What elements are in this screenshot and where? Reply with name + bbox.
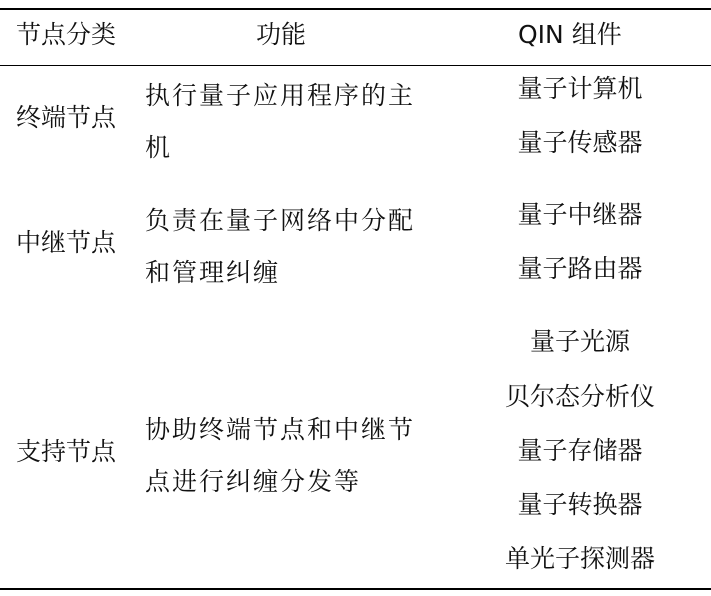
row-2-component-1: 量子中继器 — [517, 200, 643, 229]
row-2-type: 中继节点 — [16, 228, 117, 257]
row-3-type: 支持节点 — [16, 437, 117, 466]
header-node-type: 节点分类 — [16, 20, 117, 49]
row-1-component-2: 量子传感器 — [517, 128, 643, 157]
row-1-component-1: 量子计算机 — [517, 74, 643, 103]
header-components: QIN 组件 — [518, 20, 622, 49]
row-3-component-3: 量子存储器 — [517, 436, 643, 465]
row-3-component-1: 量子光源 — [529, 327, 630, 356]
row-3-component-2: 贝尔态分析仪 — [504, 382, 655, 411]
table-top-rule — [0, 8, 711, 10]
row-3-function: 协助终端节点和中继节点进行纠缠分发等 — [145, 415, 416, 496]
row-3-component-4: 量子转换器 — [517, 490, 643, 519]
row-1-type: 终端节点 — [16, 103, 117, 132]
row-3-component-5: 单光子探测器 — [504, 544, 655, 573]
row-2-function: 负责在量子网络中分配和管理纠缠 — [145, 206, 416, 287]
row-1-function: 执行量子应用程序的主机 — [145, 81, 416, 162]
table-header-rule — [0, 65, 711, 66]
header-function: 功能 — [256, 20, 307, 49]
table-bottom-rule — [0, 588, 711, 590]
row-2-component-2: 量子路由器 — [517, 254, 643, 283]
